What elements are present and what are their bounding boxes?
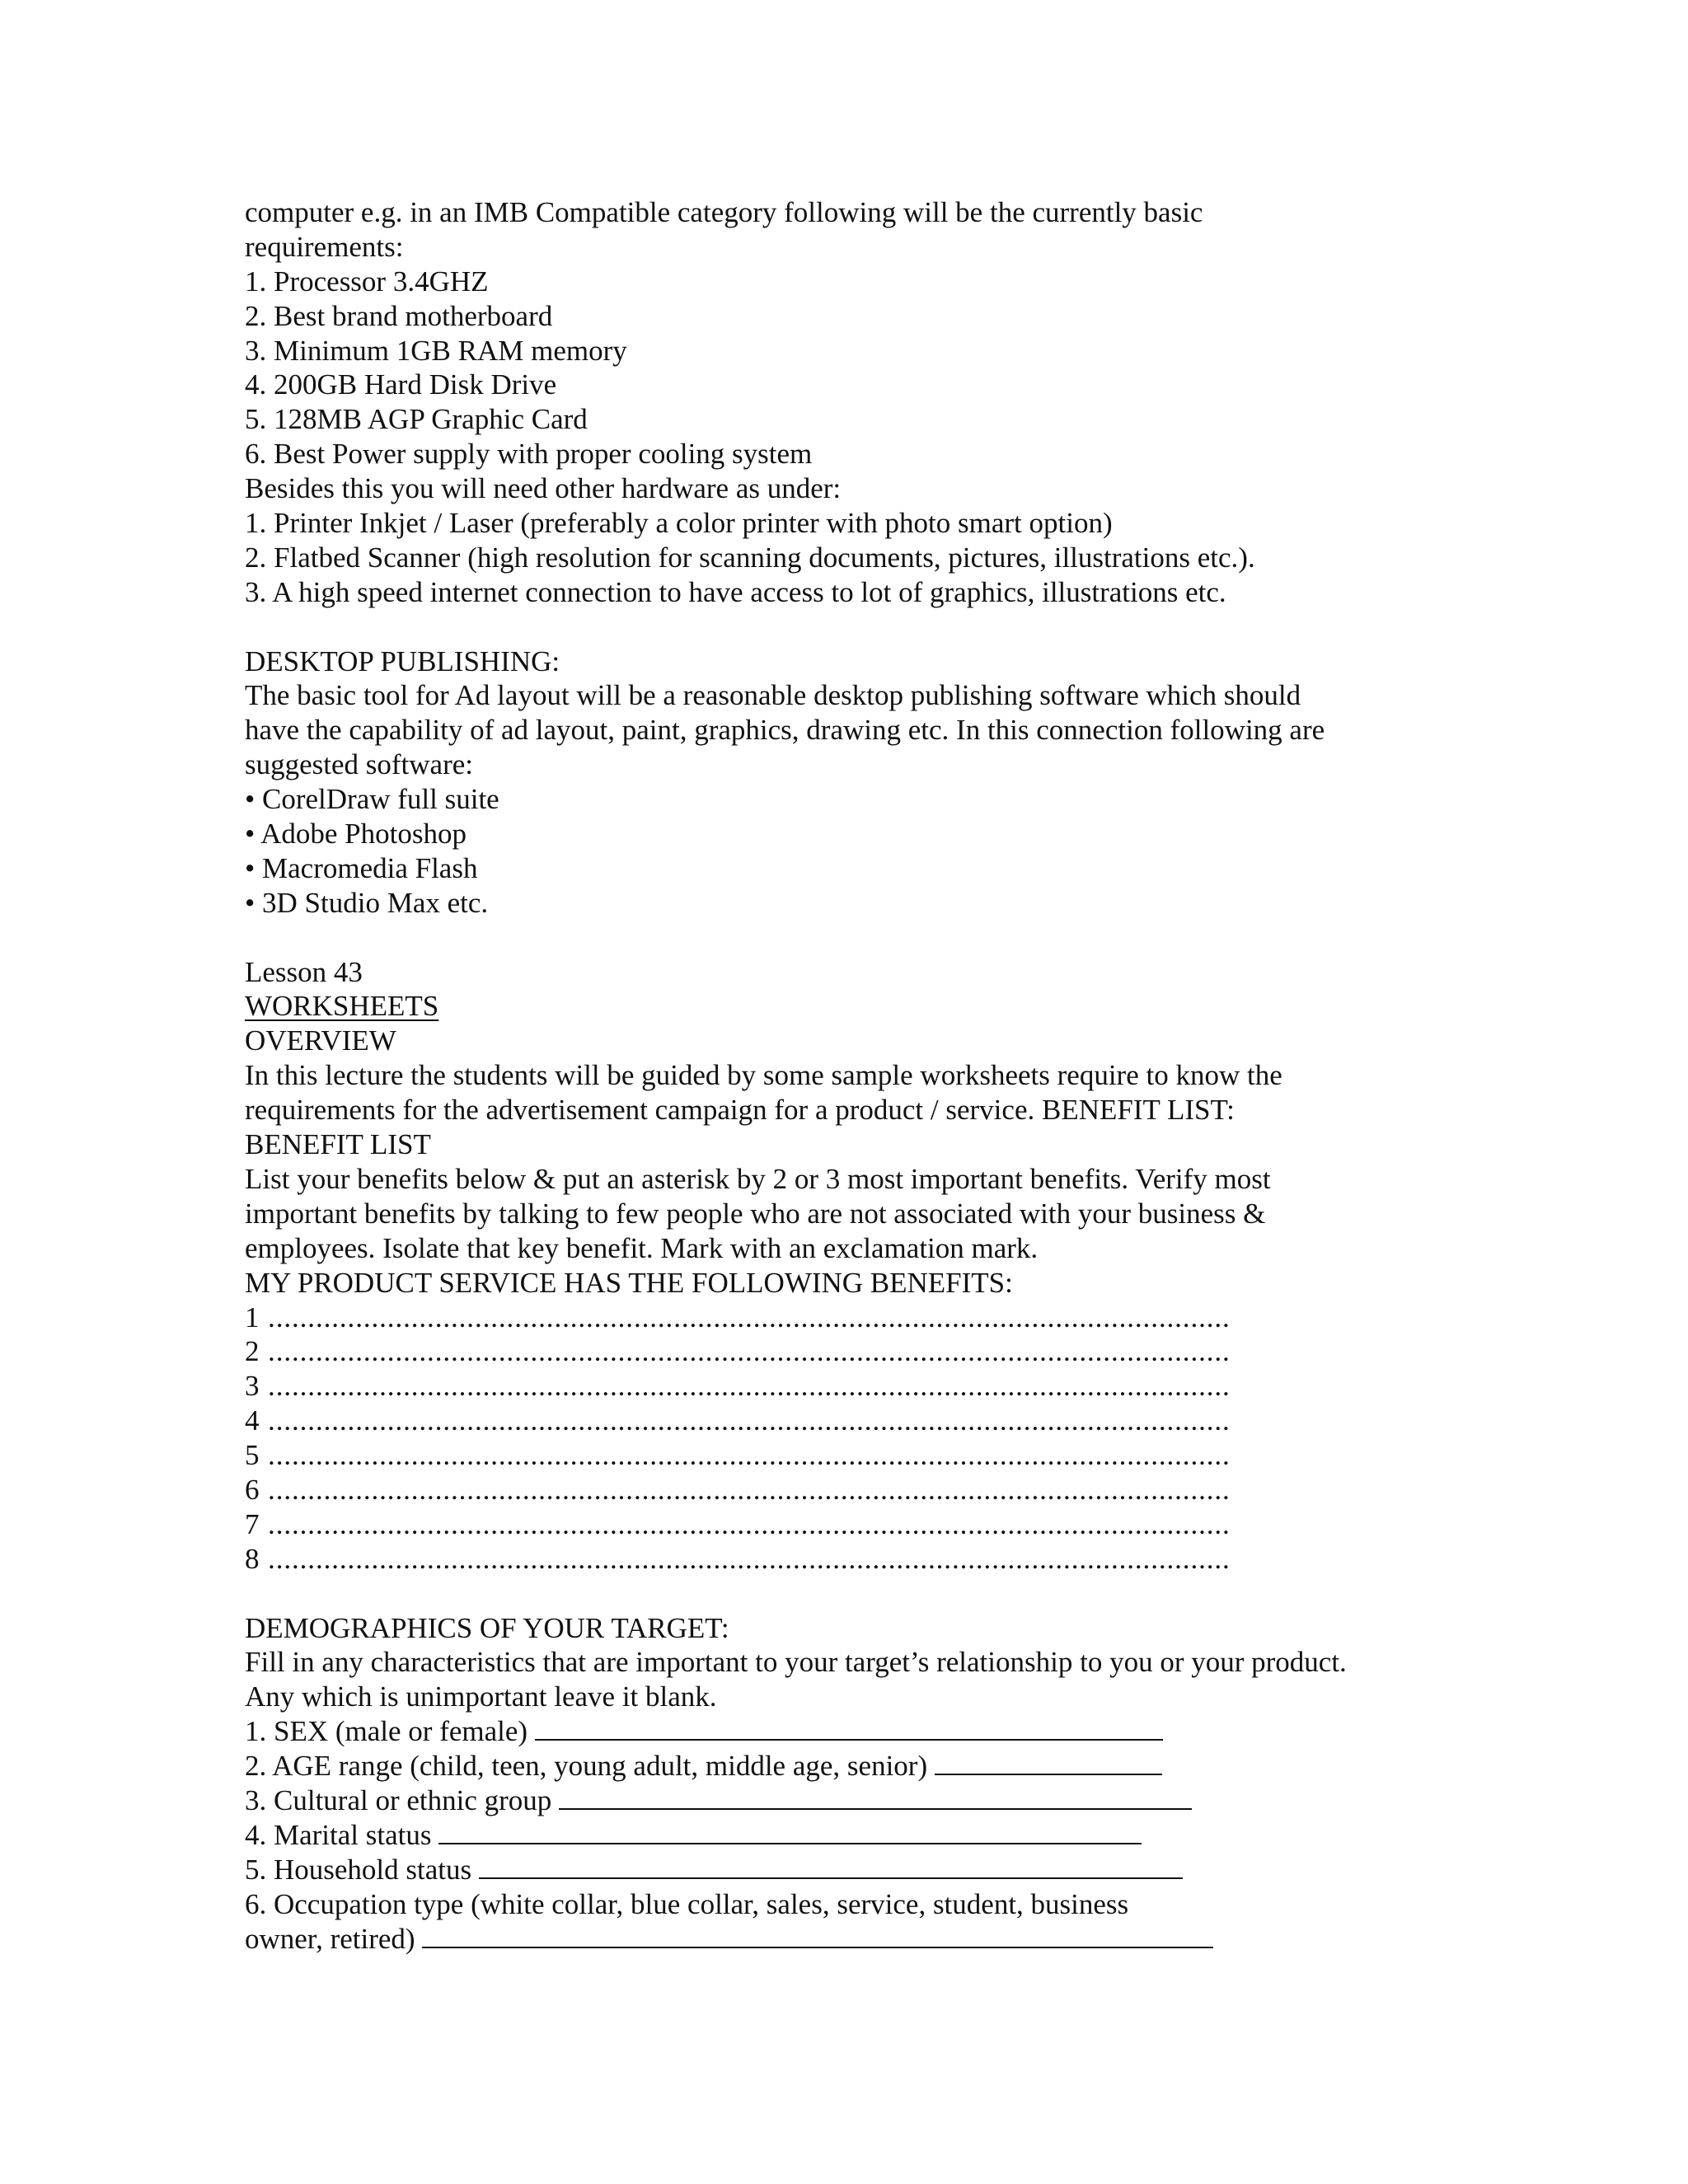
requirement-item: 3. Minimum 1GB RAM memory bbox=[245, 334, 627, 367]
demographics-line: Any which is unimportant leave it blank. bbox=[245, 1680, 717, 1713]
hardware-item: 1. Printer Inkjet / Laser (preferably a color printer with photo smart option) bbox=[245, 507, 1113, 540]
software-item: • 3D Studio Max etc. bbox=[245, 886, 489, 919]
occupation-line: 6. Occupation type (white collar, blue collar, sales, service, student, business bbox=[245, 1887, 1129, 1920]
requirement-item: 5. 128MB AGP Graphic Card bbox=[245, 403, 588, 436]
requirement-item: 4. 200GB Hard Disk Drive bbox=[245, 368, 557, 401]
sex-field-row bbox=[245, 1714, 1440, 1749]
overview-line: requirements for the advertisement campaign for a product / service. BENEFIT LIST: bbox=[245, 1094, 1235, 1127]
occupation-field-label: owner, retired) bbox=[245, 1922, 423, 1955]
age-field-blank[interactable] bbox=[935, 1749, 1162, 1775]
marital-status-field-blank[interactable] bbox=[438, 1818, 1142, 1844]
dtp-heading: DESKTOP PUBLISHING: bbox=[245, 644, 560, 677]
marital-status-field-row bbox=[245, 1818, 1440, 1853]
spacer bbox=[245, 1577, 1440, 1611]
household-status-field-row bbox=[245, 1853, 1440, 1887]
software-item: • Macromedia Flash bbox=[245, 851, 478, 884]
demographics-heading: DEMOGRAPHICS OF YOUR TARGET: bbox=[245, 1611, 729, 1644]
hardware-item: 3. A high speed internet connection to have access to lot of graphics, illustrations etc. bbox=[245, 575, 1226, 608]
lesson-title-text: WORKSHEETS bbox=[245, 990, 439, 1023]
spacer bbox=[245, 921, 1440, 955]
demographics-fields bbox=[245, 1714, 1440, 1956]
benefit-rows bbox=[245, 1301, 1440, 1577]
benefit-list-heading: BENEFIT LIST bbox=[245, 1128, 431, 1161]
benefit-instruction-line: important benefits by talking to few people who are not associated with your business & bbox=[245, 1197, 1266, 1230]
age-field-label: 2. AGE range (child, teen, young adult, middle age, senior) bbox=[245, 1750, 935, 1783]
benefit-instruction-line: List your benefits below & put an asterisk by 2 or 3 most important benefits. Verify most bbox=[245, 1162, 1271, 1195]
software-item: • Adobe Photoshop bbox=[245, 818, 467, 851]
dtp-paragraph-line: have the capability of ad layout, paint, graphics, drawing etc. In this connection following are bbox=[245, 714, 1325, 747]
occupation-field-row bbox=[245, 1922, 1440, 1957]
demographics-line: Fill in any characteristics that are important to your target’s relationship to you or your product. bbox=[245, 1646, 1347, 1679]
age-field-row bbox=[245, 1749, 1440, 1783]
benefit-row: 2 ......................................................................................................................... bbox=[245, 1335, 1231, 1368]
hardware-intro: Besides this you will need other hardware as under: bbox=[245, 472, 842, 505]
hardware-item: 2. Flatbed Scanner (high resolution for scanning documents, pictures, illustrations etc.). bbox=[245, 541, 1255, 574]
spacer bbox=[245, 610, 1440, 644]
benefit-row: 4 ......................................................................................................................... bbox=[245, 1404, 1231, 1437]
benefit-row: 3 ......................................................................................................................... bbox=[245, 1370, 1231, 1403]
intro-line-1: computer e.g. in an IMB Compatible category following will be the currently basic bbox=[245, 196, 1203, 228]
requirements-list bbox=[245, 265, 1440, 471]
software-item: • CorelDraw full suite bbox=[245, 783, 499, 816]
benefit-row: 7 ......................................................................................................................... bbox=[245, 1507, 1231, 1540]
marital-status-field-label: 4. Marital status bbox=[245, 1818, 439, 1851]
software-list bbox=[245, 782, 1440, 921]
household-status-field-label: 5. Household status bbox=[245, 1853, 479, 1886]
overview-line: In this lecture the students will be guided by some sample worksheets require to know the bbox=[245, 1059, 1282, 1092]
overview-heading: OVERVIEW bbox=[245, 1024, 396, 1057]
benefit-row: 5 ......................................................................................................................... bbox=[245, 1439, 1231, 1472]
sex-field-label: 1. SEX (male or female) bbox=[245, 1715, 535, 1748]
intro-line-2: requirements: bbox=[245, 230, 404, 263]
sex-field-blank[interactable] bbox=[535, 1714, 1163, 1741]
lesson-number: Lesson 43 bbox=[245, 955, 363, 988]
lesson-title bbox=[245, 989, 1440, 1024]
ethnic-group-field-label: 3. Cultural or ethnic group bbox=[245, 1783, 560, 1816]
hardware-list bbox=[245, 506, 1440, 610]
occupation-field-blank[interactable] bbox=[422, 1922, 1213, 1948]
household-status-field-blank[interactable] bbox=[479, 1853, 1183, 1879]
dtp-paragraph-line: suggested software: bbox=[245, 748, 474, 781]
benefit-row: 6 ......................................................................................................................... bbox=[245, 1473, 1231, 1506]
ethnic-group-field-row bbox=[245, 1783, 1440, 1818]
ethnic-group-field-blank[interactable] bbox=[559, 1783, 1192, 1810]
benefit-row: 8 ......................................................................................................................... bbox=[245, 1542, 1231, 1575]
document-page bbox=[245, 195, 1440, 1956]
requirement-item: 1. Processor 3.4GHZ bbox=[245, 265, 489, 298]
benefits-prompt: MY PRODUCT SERVICE HAS THE FOLLOWING BENEFITS: bbox=[245, 1266, 1013, 1299]
requirement-item: 2. Best brand motherboard bbox=[245, 299, 553, 332]
requirement-item: 6. Best Power supply with proper cooling system bbox=[245, 438, 813, 471]
benefit-row: 1 ......................................................................................................................... bbox=[245, 1301, 1231, 1333]
dtp-paragraph-line: The basic tool for Ad layout will be a reasonable desktop publishing software which should bbox=[245, 679, 1301, 712]
benefit-instruction-line: employees. Isolate that key benefit. Mark with an exclamation mark. bbox=[245, 1231, 1039, 1264]
